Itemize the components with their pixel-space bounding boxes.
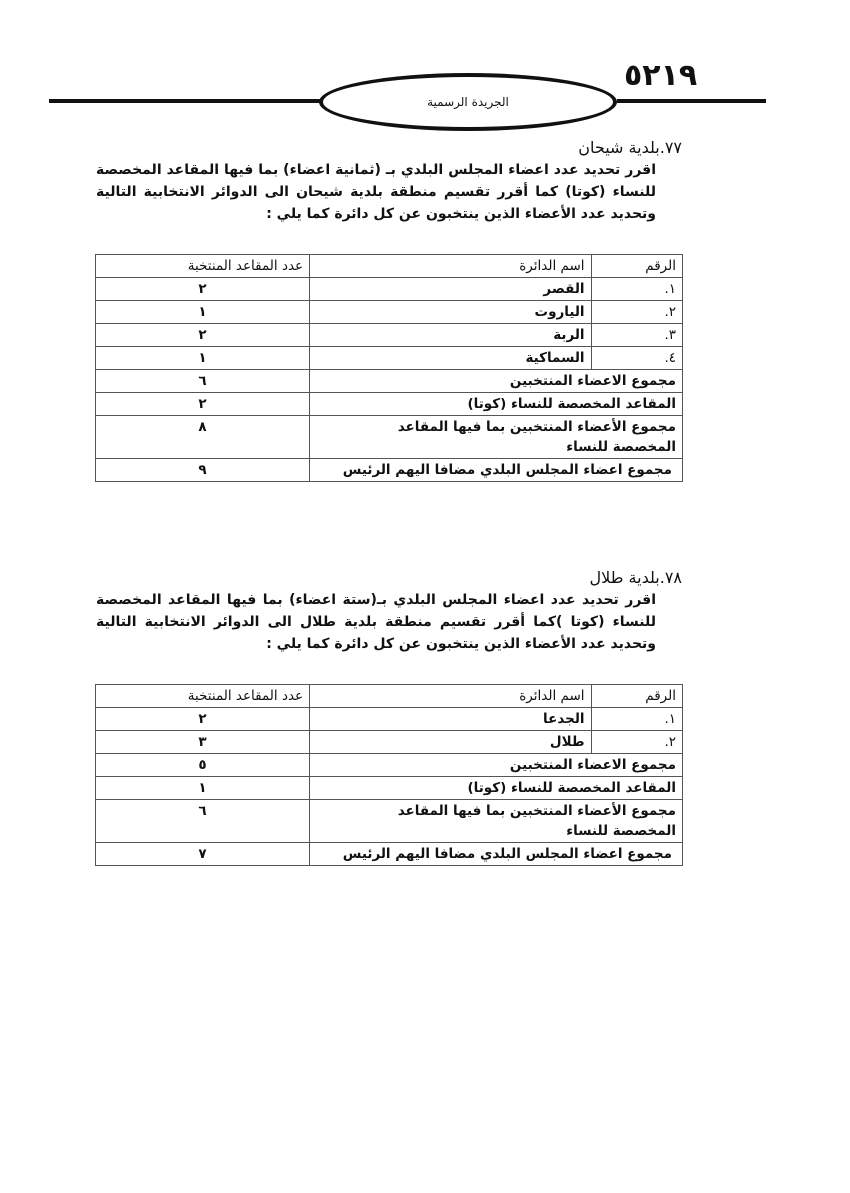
- row-number: ٢.: [591, 731, 682, 754]
- summary-label: مجموع اعضاء المجلس البلدي مضافا اليهم الرئيس: [310, 843, 683, 866]
- row-number: ٤.: [591, 347, 682, 370]
- row-district: الربة: [310, 324, 591, 347]
- districts-table-talal: [95, 684, 683, 866]
- summary-row: [96, 416, 683, 459]
- summary-value: ٨: [96, 416, 310, 459]
- summary-value: ٩: [96, 459, 310, 482]
- header-number: الرقم: [591, 685, 682, 708]
- summary-label: مجموع الاعضاء المنتخبين: [310, 370, 683, 393]
- publication-name: الجريدة الرسمية: [427, 95, 509, 109]
- summary-value: ٦: [96, 370, 310, 393]
- summary-label: مجموع الاعضاء المنتخبين: [310, 754, 683, 777]
- section-talal: [96, 567, 682, 655]
- summary-row: [96, 754, 683, 777]
- row-seats: ١: [96, 301, 310, 324]
- summary-row: [96, 843, 683, 866]
- page-number: ٥٢١٩: [624, 58, 698, 93]
- summary-row: [96, 777, 683, 800]
- summary-label: مجموع اعضاء المجلس البلدي مضافا اليهم الرئيس: [310, 459, 683, 482]
- table-row: [96, 278, 683, 301]
- table-row: [96, 347, 683, 370]
- table-row: [96, 708, 683, 731]
- table-row: [96, 731, 683, 754]
- row-seats: ٣: [96, 731, 310, 754]
- table-row: [96, 324, 683, 347]
- row-number: ١.: [591, 708, 682, 731]
- summary-label: المقاعد المخصصة للنساء (كوتا): [310, 777, 683, 800]
- summary-label: مجموع الأعضاء المنتخبين بما فيها المقاعد المخصصة للنساء: [310, 416, 683, 459]
- row-district: الجدعا: [310, 708, 591, 731]
- row-number: ٣.: [591, 324, 682, 347]
- summary-label: مجموع الأعضاء المنتخبين بما فيها المقاعد المخصصة للنساء: [310, 800, 683, 843]
- summary-row: [96, 370, 683, 393]
- summary-row: [96, 459, 683, 482]
- table-header-row: [96, 255, 683, 278]
- row-seats: ٢: [96, 278, 310, 301]
- summary-row: [96, 800, 683, 843]
- section-body: اقرر تحديد عدد اعضاء المجلس البلدي بـ (ثمانية اعضاء) بما فيها المقاعد المخصصة للنساء (كوتا) كما أقرر تقسيم منطقة بلدية شيحان الى الدوائر الانتخابية التالية وتحديد عدد الأعضاء الذين ينتخبون عن كل دائرة كما يلي :: [96, 162, 656, 222]
- row-seats: ١: [96, 347, 310, 370]
- row-district: السماكية: [310, 347, 591, 370]
- section-body: اقرر تحديد عدد اعضاء المجلس البلدي بـ(ستة اعضاء) بما فيها المقاعد المخصصة للنساء (كوتا )كما أقرر تقسيم منطقة بلدية طلال الى الدوائر الانتخابية التالية وتحديد عدد الأعضاء الذين ينتخبون عن كل دائرة كما يلي :: [96, 592, 656, 652]
- row-district: طلال: [310, 731, 591, 754]
- row-seats: ٢: [96, 324, 310, 347]
- section-title: ٧٧.بلدية شيحان: [578, 138, 682, 157]
- header-district-name: اسم الدائرة: [310, 685, 591, 708]
- row-district: القصر: [310, 278, 591, 301]
- table-header-row: [96, 685, 683, 708]
- row-number: ١.: [591, 278, 682, 301]
- section-shihan: [96, 137, 682, 225]
- header-rule-right: [617, 99, 766, 103]
- summary-value: ١: [96, 777, 310, 800]
- summary-value: ٥: [96, 754, 310, 777]
- header-seats: عدد المقاعد المنتخبة: [96, 255, 310, 278]
- row-district: الياروت: [310, 301, 591, 324]
- header-district-name: اسم الدائرة: [310, 255, 591, 278]
- header-number: الرقم: [591, 255, 682, 278]
- section-title: ٧٨.بلدية طلال: [589, 568, 682, 587]
- header-rule-left: [49, 99, 321, 103]
- publication-oval: [319, 73, 617, 131]
- summary-value: ٦: [96, 800, 310, 843]
- districts-table-shihan: [95, 254, 683, 482]
- summary-value: ٢: [96, 393, 310, 416]
- summary-row: [96, 393, 683, 416]
- summary-label: المقاعد المخصصة للنساء (كوتا): [310, 393, 683, 416]
- row-seats: ٢: [96, 708, 310, 731]
- header-seats: عدد المقاعد المنتخبة: [96, 685, 310, 708]
- row-number: ٢.: [591, 301, 682, 324]
- table-row: [96, 301, 683, 324]
- summary-value: ٧: [96, 843, 310, 866]
